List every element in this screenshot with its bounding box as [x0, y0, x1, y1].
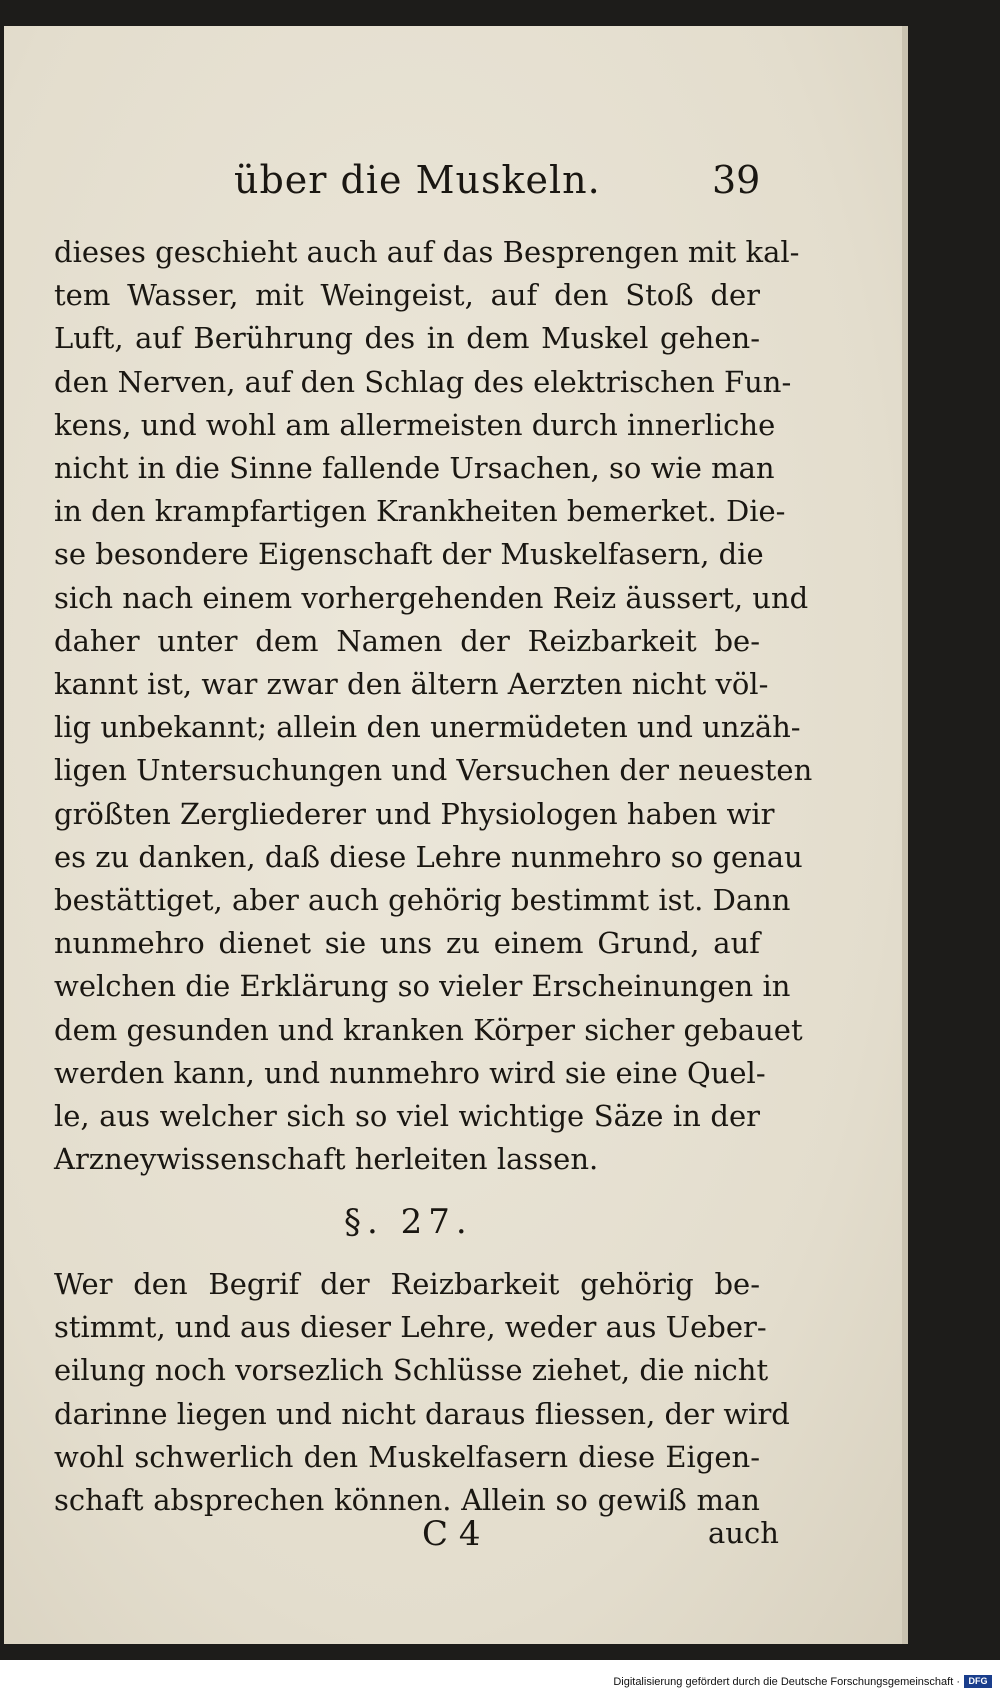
text-line: dieses geschieht auch auf das Besprengen mit kal- — [54, 235, 800, 269]
text-line: kens, und wohl am allermeisten durch innerliche — [54, 407, 776, 442]
text-line: bestättiget, aber auch gehörig bestimmt ist. Dann — [54, 883, 791, 918]
text-line: darinne liegen und nicht daraus fliessen, der wird — [54, 1396, 790, 1431]
dfg-logo: DFG — [964, 1675, 992, 1688]
text-line: Luft, auf Berührung des in dem Muskel gehen- — [54, 321, 760, 356]
text-line: wohl schwerlich den Muskelfasern diese Eigen- — [54, 1439, 760, 1474]
text-line: eilung noch vorsezlich Schlüsse ziehet, die nicht — [54, 1353, 769, 1388]
page-header — [4, 136, 902, 206]
text-line: schaft absprechen können. Allein so gewiß man — [54, 1483, 760, 1518]
text-line: in den krampfartigen Krankheiten bemerket. Die- — [54, 494, 786, 529]
text-line: Arzneywissenschaft herleiten lassen. — [54, 1142, 599, 1177]
text-line: ligen Untersuchungen und Versuchen der neuesten — [54, 753, 813, 788]
paragraph-1 — [54, 231, 813, 1181]
text-line: tem Wasser, mit Weingeist, auf den Stoß der — [54, 278, 760, 313]
text-line: Wer den Begrif der Reizbarkeit gehörig be- — [54, 1267, 760, 1301]
text-line: es zu danken, daß diese Lehre nunmehro so genau — [54, 839, 803, 874]
text-line: nicht in die Sinne fallende Ursachen, so wie man — [54, 451, 775, 486]
signature-mark: C 4 — [422, 1514, 481, 1554]
text-line: lig unbekannt; allein den unermüdeten und unzäh- — [54, 710, 801, 745]
running-title: über die Muskeln. — [234, 158, 601, 202]
book-page — [4, 26, 908, 1644]
text-line: sich nach einem vorhergehenden Reiz äussert, und — [54, 580, 809, 615]
text-line: stimmt, und aus dieser Lehre, weder aus Ueber- — [54, 1310, 767, 1345]
text-line: daher unter dem Namen der Reizbarkeit be- — [54, 623, 760, 658]
text-line: se besondere Eigenschaft der Muskelfasern, die — [54, 537, 764, 572]
text-line: größten Zergliederer und Physiologen haben wir — [54, 796, 775, 831]
text-line: kannt ist, war zwar den ältern Aerzten nicht völ- — [54, 667, 769, 702]
page-number: 39 — [712, 158, 761, 202]
paragraph-2 — [54, 1263, 790, 1522]
digitization-credit: Digitalisierung gefördert durch die Deutsche Forschungsgemeinschaft · — [613, 1676, 960, 1688]
text-line: werden kann, und nunmehro wird sie eine Quel- — [54, 1055, 766, 1090]
text-line: dem gesunden und kranken Körper sicher gebauet — [54, 1012, 803, 1047]
text-line: le, aus welcher sich so viel wichtige Säze in der — [54, 1099, 760, 1134]
text-line: nunmehro dienet sie uns zu einem Grund, auf — [54, 926, 760, 961]
section-heading: §. 27. — [344, 1202, 473, 1242]
text-line: welchen die Erklärung so vieler Erscheinungen in — [54, 969, 791, 1004]
catchword: auch — [708, 1516, 779, 1550]
text-line: den Nerven, auf den Schlag des elektrischen Fun- — [54, 364, 792, 399]
